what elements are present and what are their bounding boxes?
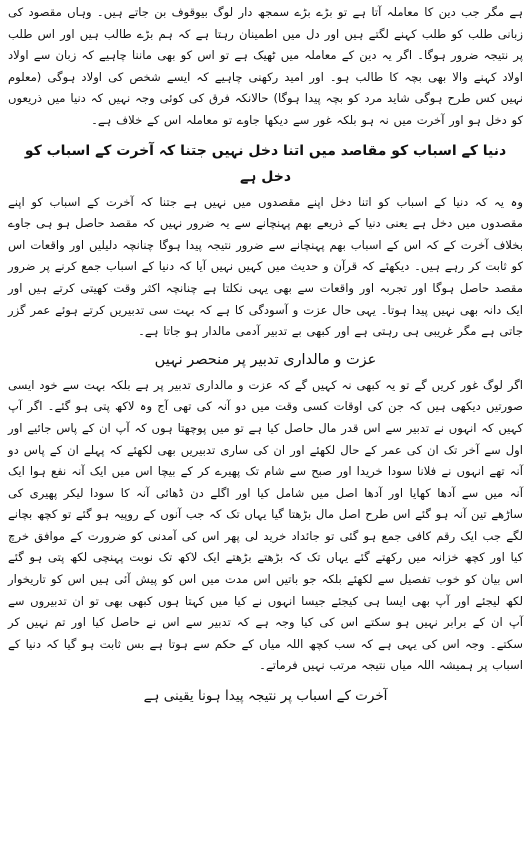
paragraph-tadbeer-misal: اگر لوگ غور کریں گے تو یہ کبھی نہ کہیں گے کہ عزت و مالداری تدبیر پر ہے بلکہ بہت سے خود ایسی صورتیں دیکھی ہیں کہ جن کی اوقات کسی وقت میں دو آنہ کی تھی آج وہ لاکھ پتی ہو گئے۔ اگر آپ کہیں کہ انہوں نے تدبیر سے اس قدر مال حاصل کیا ہے تو میں پوچھتا ہوں کہ آپ ان کے پاس جائیے اور اول سے آخر تک ان کی عمر کے حال لکھئے اور ان کی ساری تدبیریں بھی لکھئے کہ پہلے ان کے پاس دو آنہ تھے انہوں نے فلانا سودا خریدا اور صبح سے شام تک پھیرے کر کے بیچا اس میں ایک آنہ نفع ہوا ایک آنہ میں سے آدھا کھایا اور آدھا اصل میں شامل کیا اور اگلے دن ڈھائی آنہ کا سودا لیکر پھیری کی ساڑھے تین آنہ ہو گئے اس طرح اصل مال بڑھتا گیا یہاں تک کہ جب آنوں کے روپیہ ہو گئے تو کچھ بچانے لگے جب ایک رقم کافی جمع ہو گئی تو جائداد خرید لی پھر اس کی آمدنی کو ضرورت کے موافق خرچ کیا اور کچھ خزانہ میں رکھتے گئے یہاں تک کہ بڑھتے بڑھتے ایک لاکھ تک نوبت پہنچی لکھ پتی ہو گئے اس بیان کو خوب تفصیل سے لکھئے بلکہ جو باتیں اس مدت میں اس کو پیش آئی ہیں اس کو تاریخوار لکھ لیجئے اور آپ بھی ایسا ہی کیجئے جیسا انہوں نے کیا میں کہتا ہوں کبھی بھی تو ان تدبیروں سے آپ ان کے برابر نہیں ہو سکتے اس کی کیا وجہ ہے کہ تدبیر سے اس نے حاصل کیا اور تم نہیں کر سکتے۔ وجہ اس کی یہی ہے کہ سب کچھ اللہ میاں کے حکم سے ہوتا ہے بس ثابت ہو گیا کہ دنیا کے اسباب پر ہمیشہ اللہ میاں نتیجہ مرتب نہیں فرماتے۔ xyxy=(8,377,523,673)
paragraph-asbab-aur-maqasid: وہ یہ کہ دنیا کے اسباب کو اتنا دخل اپنے مقصدوں میں نہیں ہے جتنا کہ آخرت کے اسباب کو اپنے مقصدوں میں دخل ہے یعنی دنیا کے ذریعے بھم پہنچانے سے یہ ضرور نہیں کہ مقصد حاصل ہو ہی جاوے بخلاف آخرت کے کہ اس کے اسباب بھم پہنچانے سے ضرور نتیجہ پیدا ہوگا چنانچہ دلیلیں اور واقعات اس کو ثابت کر رہے ہیں۔ دیکھئے کہ قرآن و حدیث میں کہیں نہیں آیا کہ دنیا کے اسباب جمع کرنے پر ضرور مقصد حاصل ہوگا اور تجربہ اور واقعات سے بھی یہی نکلتا ہے چنانچہ اکثر وقت کھیتی کرتے ہیں اور ایک دانہ بھی نہیں پیدا ہوتا۔ یہی حال عزت و آسودگی کا ہے کہ بہت سی تدبیریں کرتے ہوئے عمر گزر جاتی ہے مگر غریبی ہی رہتی ہے اور کبھی بے تدبیر آدمی مالدار ہو جاتا ہے۔ xyxy=(8,194,523,339)
section-heading-asbab: دنیا کے اسباب کو مقاصد میں اتنا دخل نہیں جتنا کہ آخرت کے اسباب کو دخل ہے xyxy=(24,142,507,185)
section-heading-izzat-maldari: عزت و مالداری تدبیر پر منحصر نہیں xyxy=(154,351,377,368)
paragraph-dunya-aur-deen: ہے مگر جب دین کا معاملہ آتا ہے تو بڑے بڑے سمجھ دار لوگ بیوقوف بن جاتے ہیں۔ وہاں مقصود کی زبانی طلب کو طلب کہنے لگتے ہیں اور دل میں اطمینان رہتا ہے کہ ہم بڑے طالب ہیں اور اس طلب پر نتیجہ ضرور ہوگا۔ اگر یہ دین کے معاملہ میں ٹھیک ہے تو اس کو بھی ماننا چاہیے کہ زبان سے اولاد اولاد کہنے والا بھی بچہ کا طالب ہو۔ اور امید رکھنی چاہیے کہ ایسے شخص کی اولاد ہوگی (معلوم نہیں کس طرح ہوگی شاید مرد کو بچہ پیدا ہوگا) حالانکہ فرق کی کوئی وجہ نہیں کہ دنیا میں ذریعوں کو دخل ہو اور آخرت میں نہ ہو بلکہ غور سے دیکھا جاوے تو معاملہ اس کے خلاف ہے۔ xyxy=(8,5,523,127)
section-heading-aakhirat-natija: آخرت کے اسباب پر نتیجہ پیدا ہونا یقینی ہے xyxy=(143,688,388,705)
